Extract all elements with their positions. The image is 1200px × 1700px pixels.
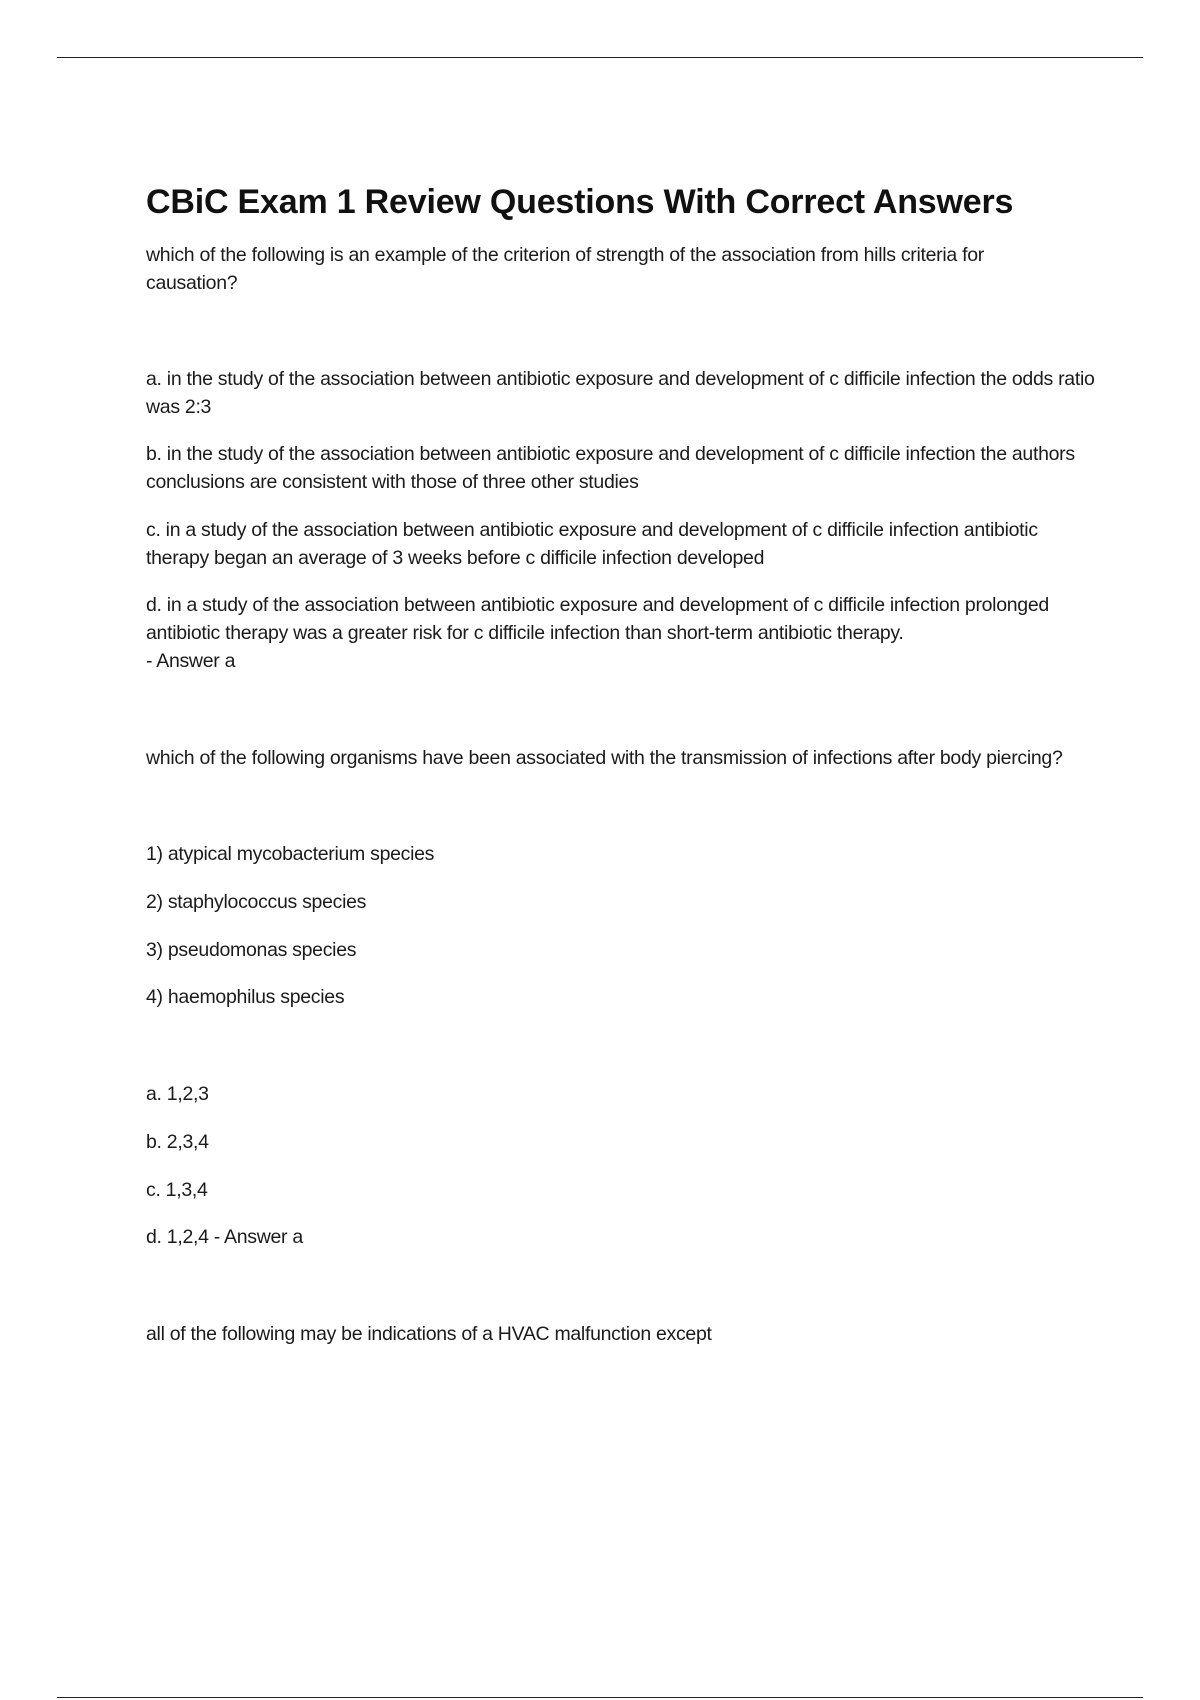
top-rule	[57, 57, 1143, 58]
question-1-stem: which of the following is an example of the criterion of strength of the association from hills criteria for causation?	[146, 244, 984, 294]
question-1-option-b: b. in the study of the association between antibiotic exposure and development of c difficile infection the authors conclusions are consistent with those of three other studies	[146, 443, 1075, 493]
question-2-option-a: a. 1,2,3	[146, 1083, 209, 1105]
question-2-item-1: 1) atypical mycobacterium species	[146, 843, 435, 865]
question-1-option-c: c. in a study of the association between antibiotic exposure and development of c difficile infection antibiotic therapy began an average of 3 weeks before c difficile infection developed	[146, 519, 1038, 569]
question-2-item-2: 2) staphylococcus species	[146, 891, 367, 913]
question-2-item-3: 3) pseudomonas species	[146, 939, 357, 961]
question-1-option-d: d. in a study of the association between antibiotic exposure and development of c difficile infection prolonged antibiotic therapy was a greater risk for c difficile infection than short-term antibiotic therapy.	[146, 594, 1049, 644]
question-2-option-c: c. 1,3,4	[146, 1179, 208, 1201]
question-2-stem: which of the following organisms have been associated with the transmission of infections after body piercing?	[146, 747, 1063, 769]
question-2-item-4: 4) haemophilus species	[146, 986, 345, 1008]
document-body	[146, 178, 1096, 1348]
question-3-stem: all of the following may be indications of a HVAC malfunction except	[146, 1323, 712, 1345]
question-1-option-a: a. in the study of the association between antibiotic exposure and development of c difficile infection the odds ratio was 2:3	[146, 368, 1095, 418]
question-2-option-d: d. 1,2,4 - Answer a	[146, 1226, 303, 1248]
bottom-rule	[57, 1697, 1143, 1698]
question-2-option-b: b. 2,3,4	[146, 1131, 209, 1153]
question-1-answer: - Answer a	[146, 650, 236, 672]
document-title: CBiC Exam 1 Review Questions With Correct Answers	[146, 183, 1014, 221]
